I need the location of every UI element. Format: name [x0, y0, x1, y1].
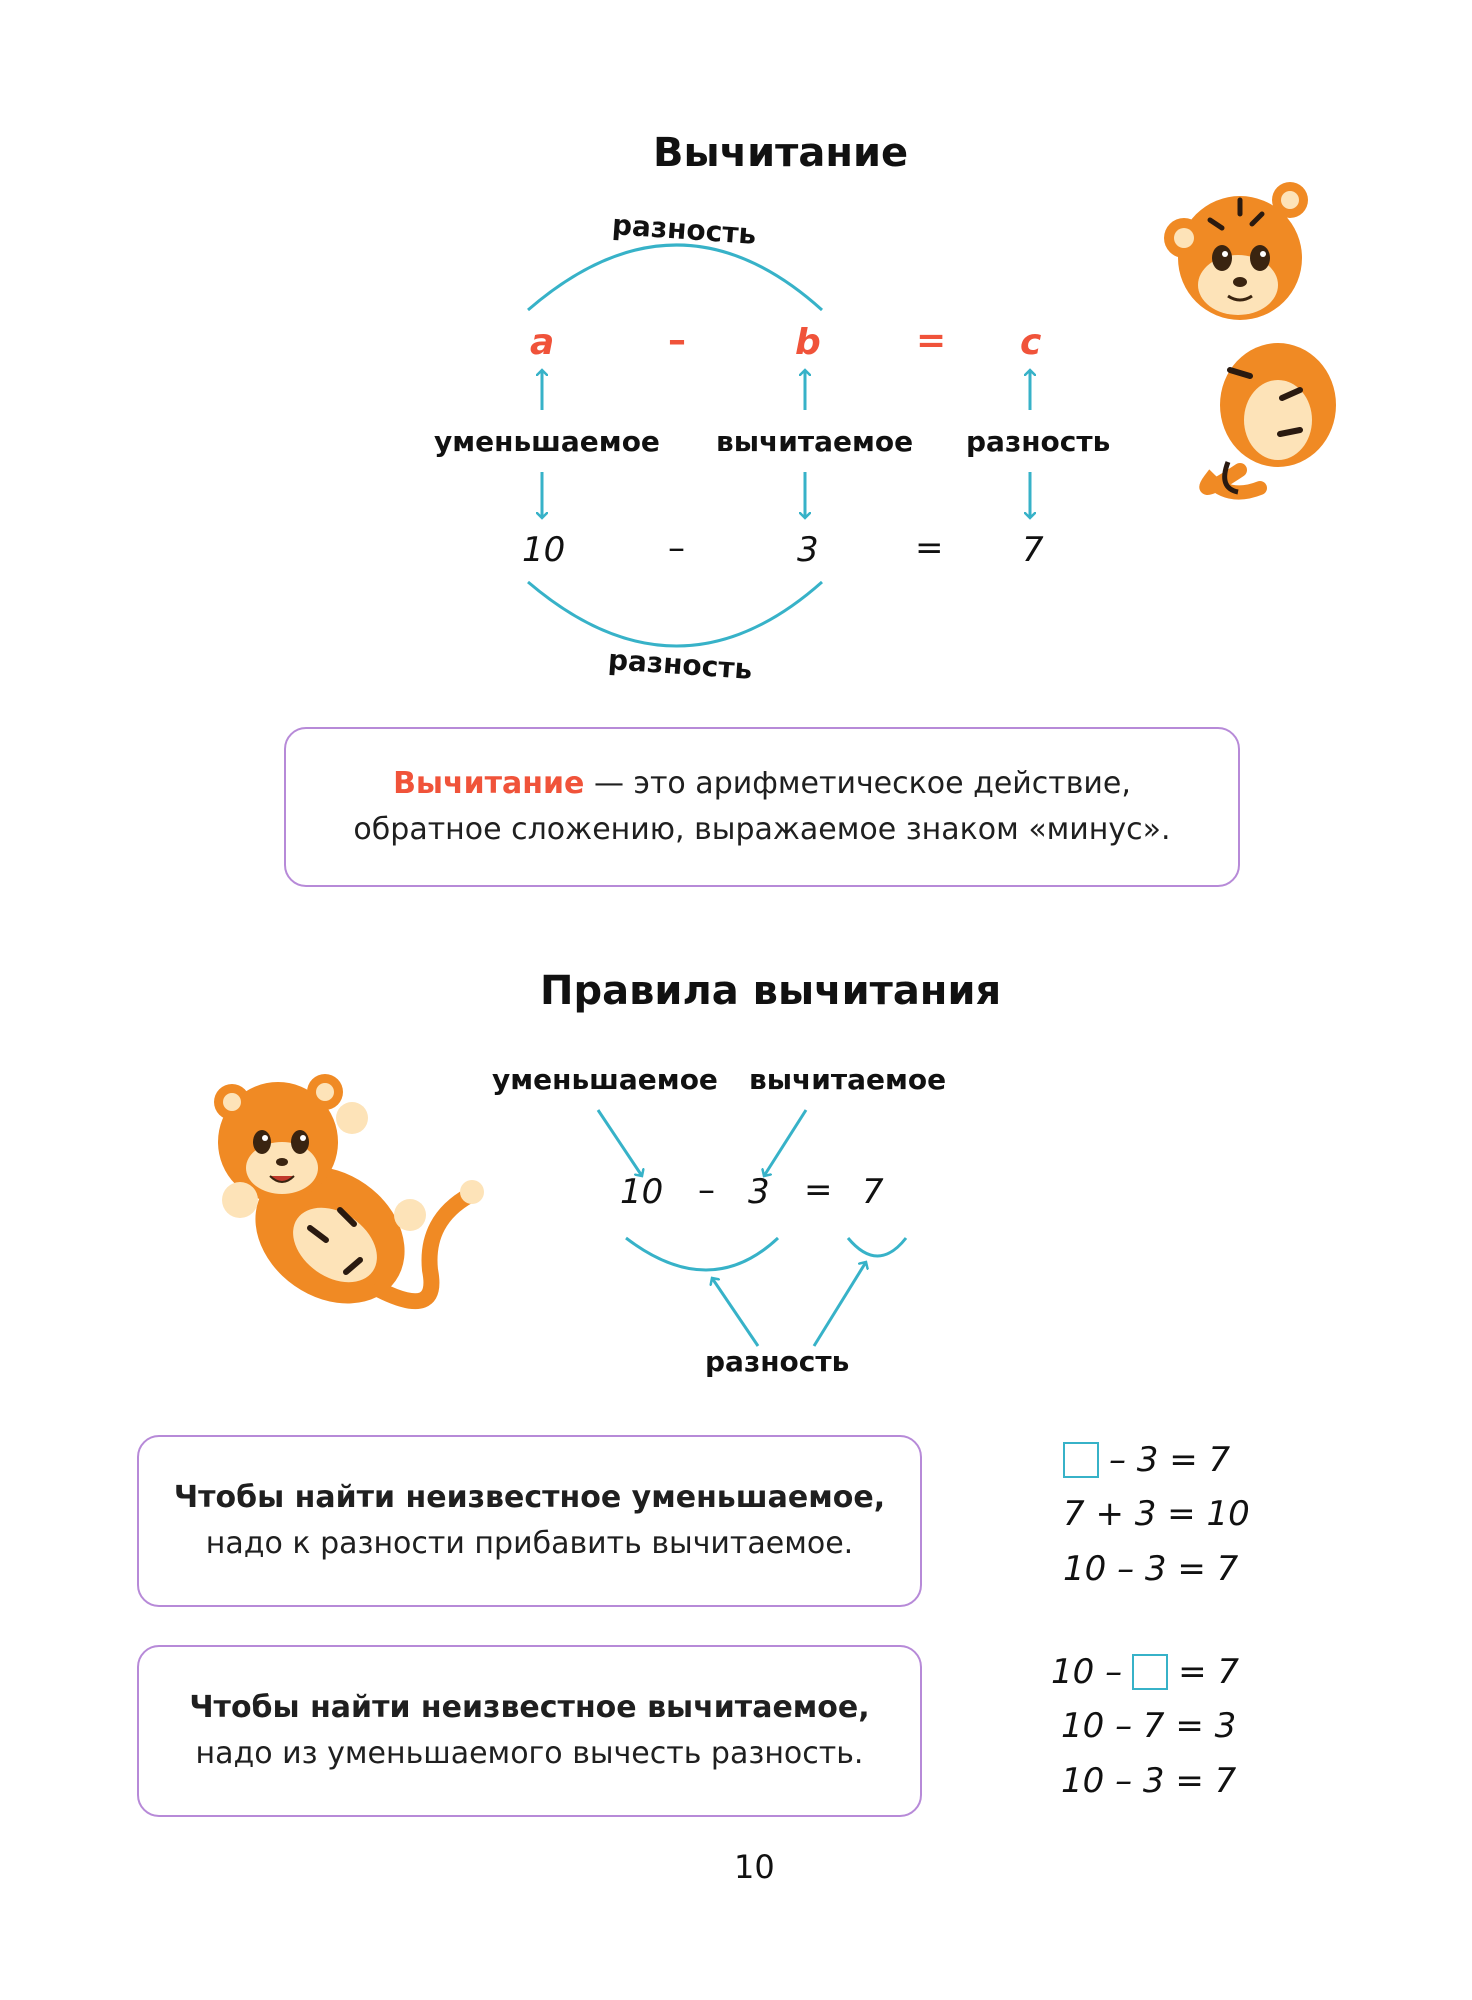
rule2-highlight: Чтобы найти неизвестное вычитаемое, [189, 1690, 870, 1725]
arrow-minuend-diag [598, 1110, 642, 1176]
arc-label-top: разность [611, 208, 758, 251]
definition-rest: — это арифметическое действие, [584, 766, 1131, 801]
rules-example-minus: – [698, 1170, 715, 1210]
rules-label-subtrahend: вычитаемое [749, 1063, 947, 1096]
example-minuend: 10 [522, 530, 566, 570]
examples2-line1-start: 10 – [1051, 1652, 1123, 1692]
examples2-line3: 10 – 3 = 7 [1061, 1761, 1237, 1801]
arc-label-bottom: разность [607, 643, 754, 686]
top-arc [528, 245, 822, 310]
examples1-line1 [1063, 1440, 1230, 1480]
definition-term: Вычитание [393, 766, 585, 801]
examples1-line1-rest: – 3 = 7 [1109, 1440, 1231, 1480]
rules-example-subtrahend: 3 [748, 1172, 770, 1212]
rule2-text: надо из уменьшаемого вычесть разность. [195, 1736, 864, 1771]
var-b: b [795, 322, 821, 363]
examples2-line1 [1051, 1652, 1239, 1692]
example-equals: = [915, 528, 944, 568]
section-title-subtraction: Вычитание [653, 130, 909, 176]
rule-box-minuend [137, 1435, 922, 1607]
definition-line2: обратное сложению, выражаемое знаком «минус». [353, 812, 1171, 847]
examples2-line2: 10 – 7 = 3 [1061, 1706, 1237, 1746]
unknown-box [1063, 1442, 1099, 1478]
arc-left-small [626, 1238, 778, 1270]
rule1-text: надо к разности прибавить вычитаемое. [205, 1526, 854, 1561]
label-subtrahend: вычитаемое [716, 425, 914, 458]
minus-sign-red: – [668, 320, 686, 361]
definition-line1 [393, 761, 1131, 807]
rules-example-equals: = [804, 1170, 833, 1210]
var-c: c [1020, 322, 1042, 363]
example-minus: – [668, 528, 685, 568]
section-title-rules: Правила вычитания [540, 968, 1002, 1014]
rule1-highlight: Чтобы найти неизвестное уменьшаемое, [173, 1480, 886, 1515]
equals-sign-red: = [916, 320, 947, 361]
example-difference: 7 [1022, 530, 1044, 570]
rule-box-subtrahend [137, 1645, 922, 1817]
examples1-line2: 7 + 3 = 10 [1063, 1494, 1250, 1534]
definition-box [284, 727, 1240, 887]
examples1-line3: 10 – 3 = 7 [1063, 1549, 1239, 1589]
arrow-diff-right [814, 1262, 866, 1346]
rules-example-minuend: 10 [620, 1172, 664, 1212]
rules-label-minuend: уменьшаемое [492, 1063, 718, 1096]
label-difference: разность [966, 425, 1111, 458]
examples2-line1-rest: = 7 [1178, 1652, 1240, 1692]
page-number: 10 [734, 1848, 775, 1886]
var-a: a [530, 322, 555, 363]
arc-right-small [848, 1238, 906, 1256]
arrow-subtrahend-diag [764, 1110, 806, 1176]
example-subtrahend: 3 [797, 530, 819, 570]
label-minuend: уменьшаемое [434, 425, 660, 458]
unknown-box [1132, 1654, 1168, 1690]
arrow-diff-left [712, 1278, 758, 1346]
bottom-arc [528, 582, 822, 646]
rules-label-difference: разность [705, 1345, 850, 1378]
rules-example-difference: 7 [862, 1172, 884, 1212]
